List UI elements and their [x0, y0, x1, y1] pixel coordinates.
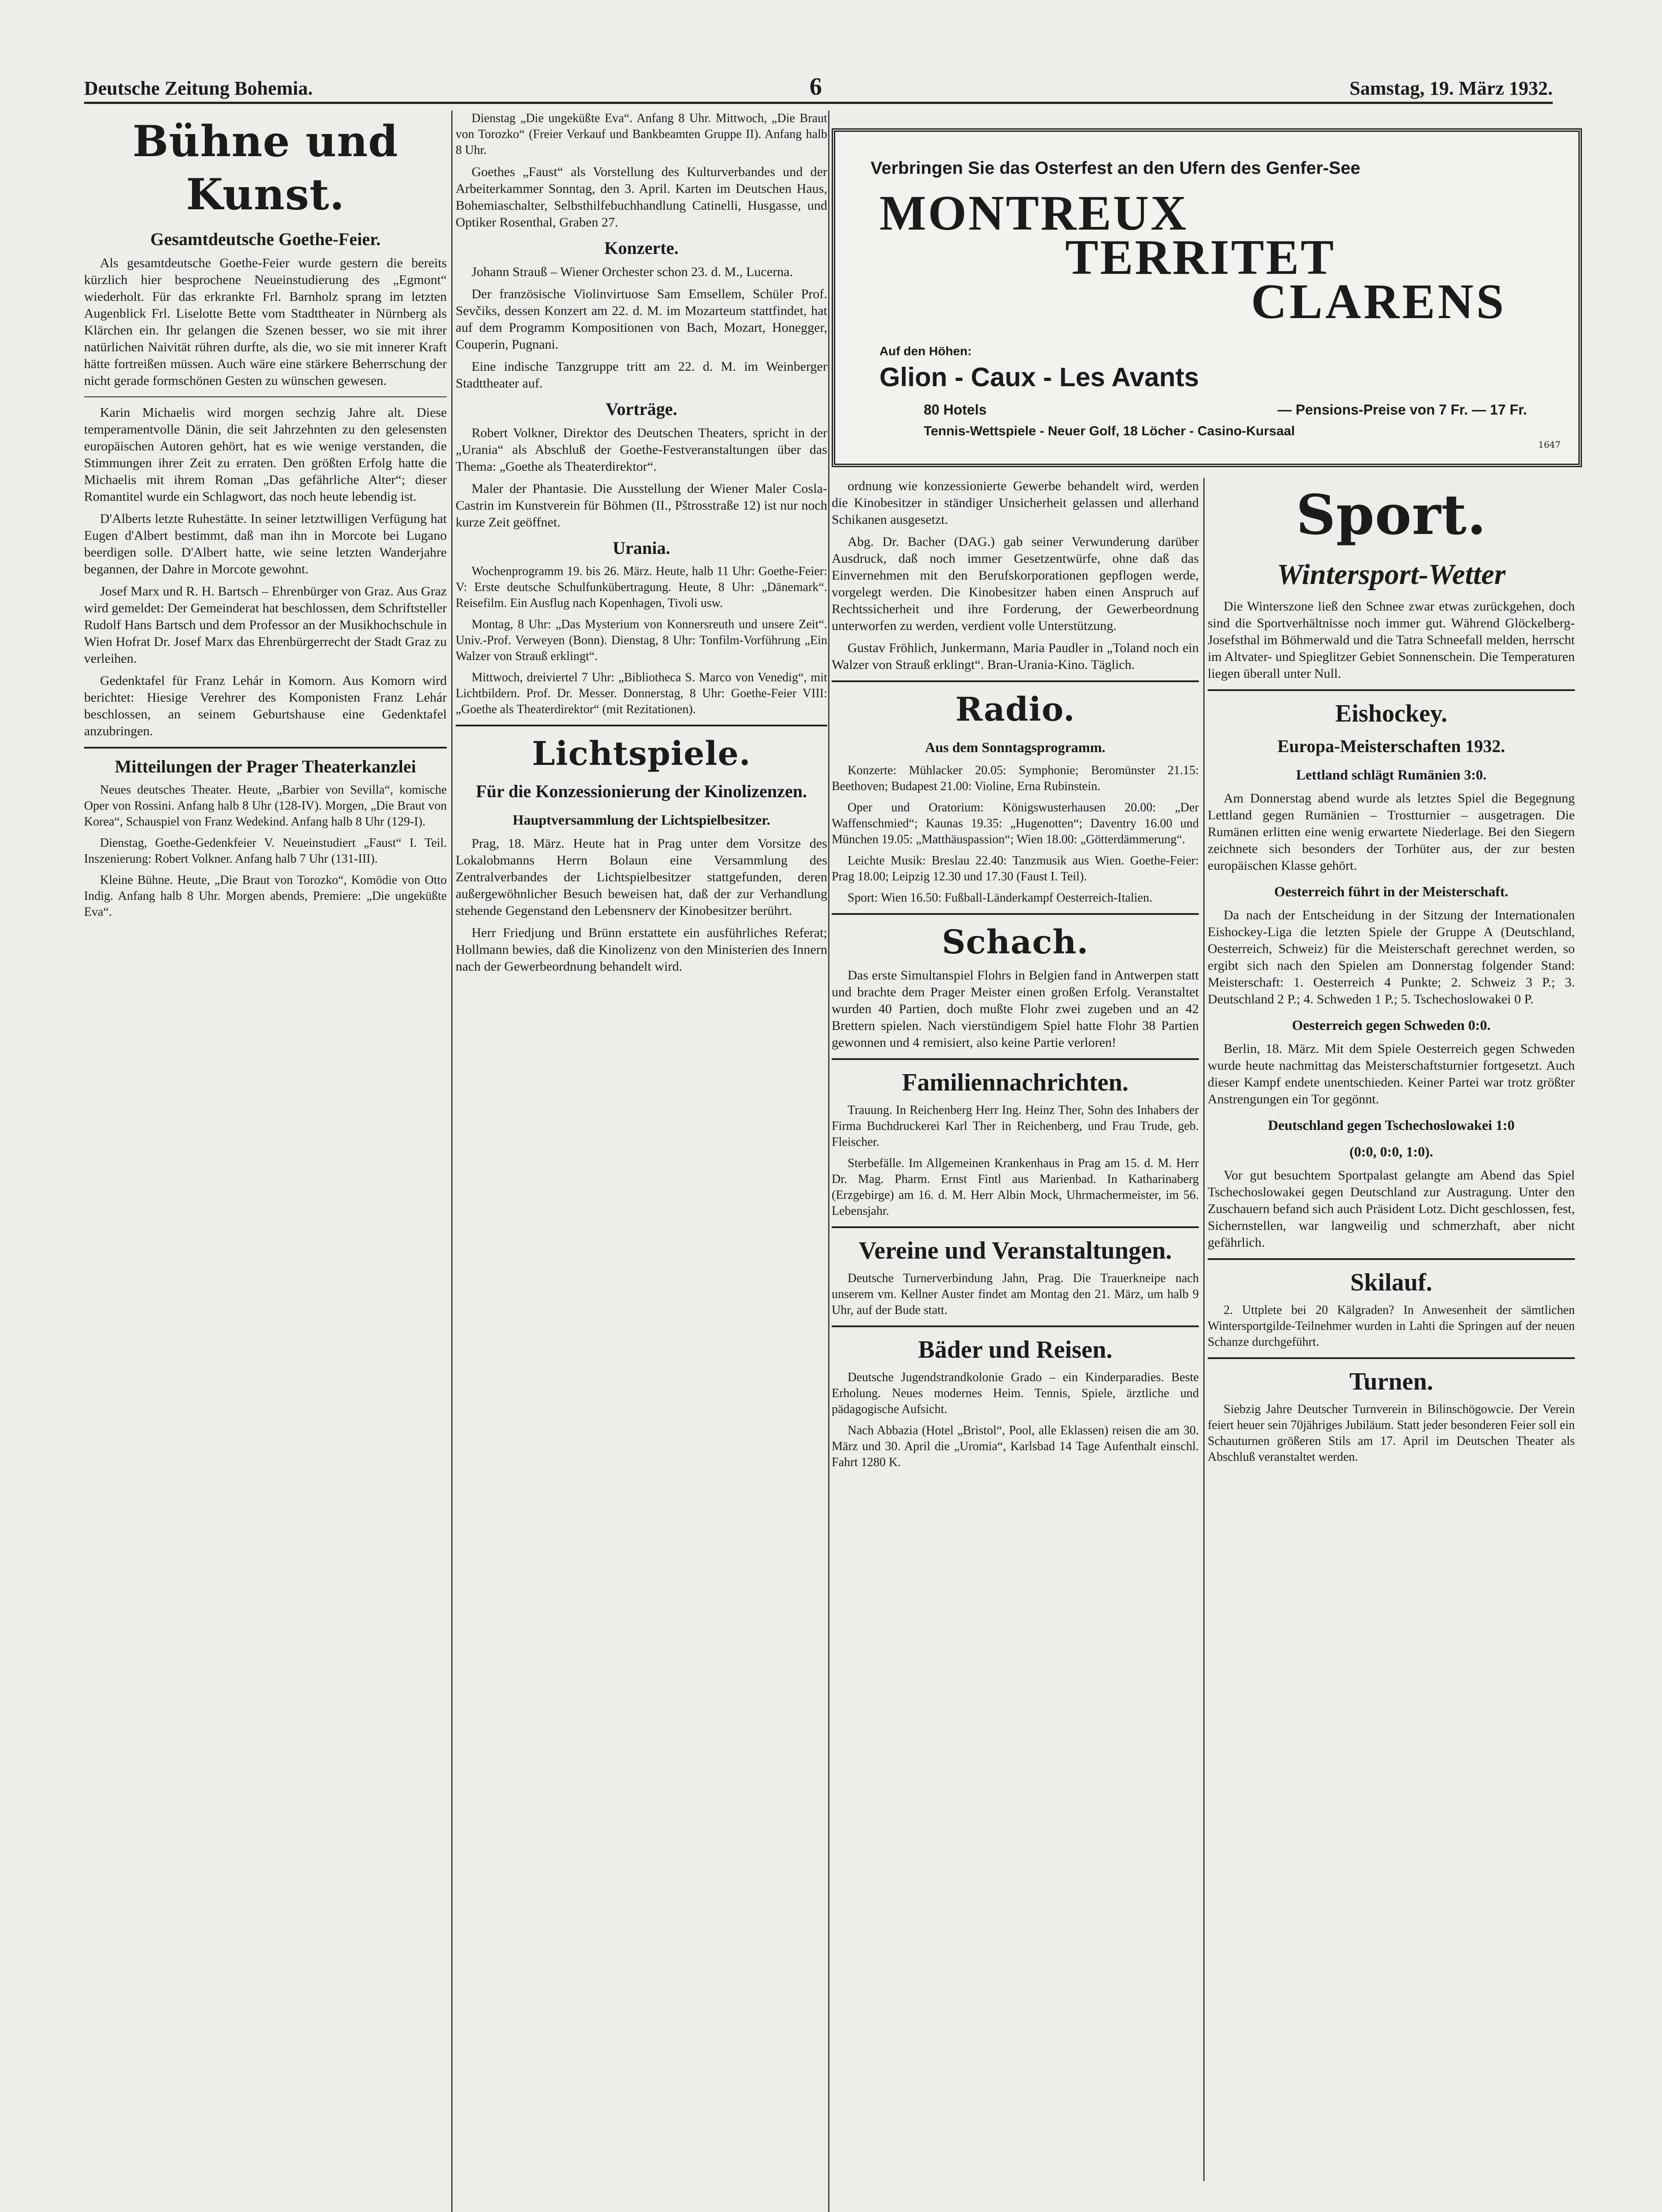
divider	[456, 725, 827, 726]
page-number: 6	[810, 73, 822, 100]
article-paragraph: ordnung wie konzessionierte Gewerbe behandelt wird, werden die Kinobesitzer in ständiger Unsicherheit gelassen und allerhand Schikanen ausgesetzt.	[832, 479, 1199, 527]
section-heading-konzerte: Konzerte.	[604, 238, 679, 258]
article-paragraph: Siebzig Jahre Deutscher Turnverein in Bilinschögowcie. Der Verein feiert heuer sein 70jähriges Jubiläum. Statt jeder besonderen Feier soll ein Schauturnen größeren Stils am 17. April im Deutschen Theater als Abschluß veranstaltet werden.	[1208, 1402, 1575, 1464]
article-paragraph: Der französische Violinvirtuose Sam Emsellem, Schüler Prof. Sevčiks, dessen Konzert am 22. d. M. im Mozarteum stattfindet, hat auf dem Programm Kompositionen von Bach, Mozart, Honegger, Couperin, Pugnani.	[456, 287, 827, 352]
article-paragraph: Prag, 18. März. Heute hat in Prag unter dem Vorsitze des Lokalobmanns Herrn Bolaun eine Versammlung des Zentralverbandes der Lichtspielbesitzer stattgefunden, deren außergewöhnlicher Besuch beweisen hat, daß der zur Verhandlung stehende Gegenstand den Lebensnerv der Kinobesitzer berührt.	[456, 836, 827, 918]
article-subheadline: Hauptversammlung der Lichtspielbesitzer.	[512, 812, 771, 828]
article-subheadline: Aus dem Sonntagsprogramm.	[925, 739, 1105, 755]
column-divider	[1203, 478, 1205, 2181]
article-paragraph: Berlin, 18. März. Mit dem Spiele Oesterreich gegen Schweden wurde heute nachmittag das Meisterschaftsturnier fortgesetzt. Auch dieser Kampf endete unentschieden. Keiner Partei war trotz größter Anstrengungen ein Tor gegönnt.	[1208, 1041, 1575, 1106]
article-headline: Mitteilungen der Prager Theaterkanzlei	[115, 757, 416, 776]
ad-tennis: Tennis-Wettspiele - Neuer Golf, 18 Löcher - Casino-Kursaal	[924, 424, 1295, 438]
article-paragraph: Herr Friedjung und Brünn erstattete ein ausführliches Referat; Hollmann bewies, daß die Kinolizenz von den Ministerien des Innern nach der Gewerbeordnung behandelt wird.	[456, 926, 827, 974]
article-subheadline: Oesterreich gegen Schweden 0:0.	[1292, 1017, 1491, 1033]
article-headline: Gesamtdeutsche Goethe-Feier.	[150, 229, 381, 249]
divider	[84, 747, 447, 749]
article-paragraph: Trauung. In Reichenberg Herr Ing. Heinz Ther, Sohn des Inhabers der Firma Buchdruckerei Karl Ther in Reichenberg, und Frau Trude, geb. Fleischer.	[832, 1103, 1199, 1149]
article-paragraph: D'Alberts letzte Ruhestätte. In seiner letztwilligen Verfügung hat Eugen d'Albert bestimmt, daß man ihn in Morcote bei Lugano beerdigen solle. D'Albert hatte, wie seine letzten Wanderjahre begannen, der Dahre in Morcote gewohnt.	[84, 511, 447, 576]
ad-glion-caux: Glion - Caux - Les Avants	[879, 362, 1199, 392]
article-paragraph: Vor gut besuchtem Sportpalast gelangte am Abend das Spiel Tschechoslowakei gegen Deutschland zur Austragung. Unter den Zuschauern befand sich auch Präsident Lotz. Dicht geschlossen, fest, Sichernstellen, war langweilig und schmerzhaft, aber nicht gefährlich.	[1208, 1168, 1575, 1250]
ad-hoehen-label: Auf den Höhen:	[879, 344, 972, 358]
divider	[832, 680, 1199, 682]
article-paragraph: Als gesamtdeutsche Goethe-Feier wurde gestern die bereits kürzlich hier besprochene Neueinstudierung des „Egmont“ wiederholt. Für das erkrankte Frl. Barnholz sprang im letzten Augenblick Frl. Liselotte Bette vom Stadttheater in Nürnberg als Klärchen ein. Ihr gelangen die Szenen besser, wo sie mit ihrer natürlichen Naivität rühren durfte, als die, wo sie mit innerer Kraft hätte fortreißen müssen. Auch wäre eine stärkere Beherrschung der nicht gerade formschönen Gesten zu wünschen gewesen.	[84, 256, 447, 388]
article-paragraph: Wochenprogramm 19. bis 26. März. Heute, halb 11 Uhr: Goethe-Feier: V: Erste deutsche Schulfunkübertragung. Heute, 8 Uhr: „Dänemark“. Reisefilm. Ein Ausflug nach Kopenhagen, Tivoli usw.	[456, 565, 827, 610]
article-paragraph: Josef Marx und R. H. Bartsch – Ehrenbürger von Graz. Aus Graz wird gemeldet: Der Gemeinderat hat beschlossen, dem Schriftsteller Rudolf Hans Bartsch und dem Professor an der Musikhochschule in Wien Hofrat Dr. Josef Marx das Ehrenbürgerrecht der Stadt Graz zu verleihen.	[84, 584, 447, 666]
article-subheadline: Deutschland gegen Tschechoslowakei 1:0	[1268, 1117, 1515, 1133]
ad-territet: TERRITET	[1065, 230, 1336, 285]
ad-preise: — Pensions-Preise von 7 Fr. — 17 Fr.	[1278, 402, 1527, 418]
article-headline: Für die Konzessionierung der Kinolizenzen.	[476, 781, 807, 801]
column-3	[832, 478, 1199, 2181]
article-paragraph: Deutsche Jugendstrandkolonie Grado – ein Kinderparadies. Beste Erholung. Neues modernes Heim. Tennis, Spiele, ärztliche und pädagogische Aufsicht.	[832, 1371, 1199, 1416]
section-heading-urania: Urania.	[613, 538, 670, 558]
section-heading-vortraege: Vorträge.	[606, 399, 677, 419]
article-headline: Europa-Meisterschaften 1932.	[1277, 736, 1505, 756]
article-paragraph: Karin Michaelis wird morgen sechzig Jahre alt. Diese temperamentvolle Dänin, die seit Jahrzehnten zu den gelesensten europäischen Autoren gehört, hat es wie wenige verstanden, die Stimmungen ihrer Zeit zu erraten. Den größten Erfolg hatte die Michaelis mit ihrem Roman „Das gefährliche Alter“; dieser Romantitel wurde ein Schlagwort, das noch heute lebendig ist.	[84, 405, 447, 504]
divider	[1208, 689, 1575, 691]
column-divider	[828, 111, 829, 2212]
section-title-radio: Radio.	[955, 691, 1075, 729]
ad-clarens: CLARENS	[1251, 274, 1507, 329]
article-paragraph: Johann Strauß – Wiener Orchester schon 23. d. M., Lucerna.	[472, 265, 793, 279]
ad-hotels: 80 Hotels	[924, 402, 987, 418]
divider	[1208, 1357, 1575, 1359]
article-paragraph: Oper und Oratorium: Königswusterhausen 20.00: „Der Waffenschmied“; Kaunas 19.35: „Hugenotten“; Daventry 16.00 und München 19.05: „Matthäuspassion“; Wien 18.00: „Götterdämmerung“.	[832, 801, 1199, 846]
article-paragraph: Deutsche Turnerverbindung Jahn, Prag. Die Trauerkneipe nach unserem vm. Kellner Auster findet am Montag den 21. März, um halb 9 Uhr, auf der Bude statt.	[832, 1271, 1199, 1317]
section-title-sport: Sport.	[1296, 483, 1487, 547]
column-4-sport	[1208, 478, 1575, 2181]
article-paragraph: Sport: Wien 16.50: Fußball-Länderkampf Oesterreich-Italien.	[848, 891, 1152, 905]
section-title-baeder: Bäder und Reisen.	[918, 1336, 1113, 1363]
section-title-schach: Schach.	[942, 923, 1089, 961]
divider	[832, 1226, 1199, 1228]
divider	[1208, 1258, 1575, 1260]
page-header	[84, 71, 1553, 104]
article-paragraph: Dienstag, Goethe-Gedenkfeier V. Neueinstudiert „Faust“ I. Teil. Inszenierung: Robert Volkner. Anfang halb 7 Uhr (131-III).	[84, 836, 447, 866]
ad-montreux: MONTREUX	[879, 186, 1188, 241]
article-paragraph: Gedenktafel für Franz Lehár in Komorn. Aus Komorn wird berichtet: Hiesige Verehrer des Komponisten Franz Lehár beschlossen, an seinem Geburtshause eine Gedenktafel anzubringen.	[84, 673, 447, 738]
section-title-lichtspiele: Lichtspiele.	[532, 735, 751, 773]
article-paragraph: Dienstag „Die ungeküßte Eva“. Anfang 8 Uhr. Mittwoch, „Die Braut von Torozko“ (Freier Verkauf und Bankbeamten Gruppe II). Anfang halb 8 Uhr.	[456, 111, 827, 157]
column-divider	[451, 111, 453, 2212]
column-1	[84, 111, 447, 2212]
article-paragraph: Neues deutsches Theater. Heute, „Barbier von Sevilla“, komische Oper von Rossini. Anfang halb 8 Uhr (128-IV). Morgen, „Die Braut von Korea“, Schauspiel von Franz Wedekind. Anfang halb 8 Uhr (129-I).	[84, 783, 447, 829]
article-paragraph: Maler der Phantasie. Die Ausstellung der Wiener Maler Cosla-Castrin im Kunstverein für Böhmen (II., Pštrosstraße 12) ist nur noch kurze Zeit geöffnet.	[456, 481, 827, 530]
article-paragraph: Konzerte: Mühlacker 20.05: Symphonie; Beromünster 21.15: Beethoven; Budapest 21.00: Violine, Erna Rubinstein.	[832, 764, 1199, 793]
section-title-familie: Familiennachrichten.	[902, 1069, 1128, 1096]
article-paragraph: Robert Volkner, Direktor des Deutschen Theaters, spricht in der „Urania“ als Abschluß der Goethe-Festveranstaltungen über das Thema: „Goethe als Theaterdirektor“.	[456, 426, 827, 474]
divider	[84, 396, 447, 397]
article-paragraph: Mittwoch, dreiviertel 7 Uhr: „Bibliotheca S. Marco von Venedig“, mit Lichtbildern. Prof. Dr. Messer. Donnerstag, 8 Uhr: Goethe-Feier VIII: „Goethe als Theaterdirektor“ (mit Rezitationen).	[456, 671, 827, 716]
article-paragraph: Leichte Musik: Breslau 22.40: Tanzmusik aus Wien. Goethe-Feier: Prag 18.00; Leipzig 12.30 und 17.30 (Faust I. Teil).	[832, 854, 1199, 883]
section-title-wintersport: Wintersport-Wetter	[1277, 558, 1506, 591]
issue-date: Samstag, 19. März 1932.	[1349, 77, 1553, 99]
ad-tagline: Verbringen Sie das Osterfest an den Ufern des Genfer-See	[871, 158, 1361, 178]
section-title-turnen: Turnen.	[1349, 1368, 1433, 1395]
divider	[832, 1058, 1199, 1060]
article-paragraph: 2. Uttplete bei 20 Kälgraden? In Anwesenheit der sämtlichen Wintersportgilde-Teilnehmer wurden in Lahti die Springen auf der neuen Schanze durchgeführt.	[1208, 1303, 1575, 1349]
article-paragraph: Montag, 8 Uhr: „Das Mysterium von Konnersreuth und unsere Zeit“. Univ.-Prof. Verweyen (Bonn). Dienstag, 8 Uhr: Tonfilm-Vorführung „Ein Walzer von Strauß erklingt“.	[456, 618, 827, 663]
article-paragraph: Nach Abbazia (Hotel „Bristol“, Pool, alle Eklassen) reisen die am 30. März und 30. April die „Uromia“, Karlsbad 14 Tage Aufenthalt einschl. Fahrt 1280 K.	[832, 1424, 1199, 1469]
article-paragraph: Abg. Dr. Bacher (DAG.) gab seiner Verwunderung darüber Ausdruck, daß noch immer Gesetzentwürfe, ohne daß das Einvernehmen mit den Berufskorporationen gepflogen werde, vorgelegt werden. Die Kinobesitzer haben einen Anspruch auf Rechtssicherheit und ihre Forderung, der Gewerbeordnung unterworfen zu werden, verdient volle Unterstützung.	[832, 534, 1199, 633]
section-title-buehne-kunst: Bühne und Kunst.	[132, 116, 399, 219]
article-paragraph: Gustav Fröhlich, Junkermann, Maria Paudler in „Toland noch ein Walzer von Strauß erklingt“. Bran-Urania-Kino. Täglich.	[832, 641, 1199, 672]
article-subheadline-score: (0:0, 0:0, 1:0).	[1349, 1144, 1433, 1160]
article-subheadline: Lettland schlägt Rumänien 3:0.	[1296, 767, 1487, 783]
article-paragraph: Eine indische Tanzgruppe tritt am 22. d. M. im Weinberger Stadttheater auf.	[456, 359, 827, 391]
article-paragraph: Die Winterszone ließ den Schnee zwar etwas zurückgehen, doch sind die Sportverhältnisse noch immer gut. Während Glöckelberg-Josefsthal im Böhmerwald und die Tatra Schneefall melden, herrscht im Altvater- und Spieglitzer Gebiet Sonnenschein. Die Temperaturen liegen überall unter Null.	[1208, 599, 1575, 681]
column-2	[456, 111, 827, 2212]
article-paragraph: Das erste Simultanspiel Flohrs in Belgien fand in Antwerpen statt und brachte dem Prager Meister einen großen Erfolg. Veranstaltet wurden 40 Partien, doch mußte Flohr zwei zugeben und an 42 Brettern spielen. Nach vierstündigem Spiel hatte Flohr 38 Partien gewonnen und 4 remisiert, also keine Partie verloren!	[832, 968, 1199, 1050]
divider	[832, 1325, 1199, 1327]
article-paragraph: Sterbefälle. Im Allgemeinen Krankenhaus in Prag am 15. d. M. Herr Dr. Mag. Pharm. Ernst Fintl aus Marienbad. In Katharinaberg (Erzgebirge) am 16. d. M. Herr Albin Mock, Uhrmachermeister, im 56. Lebensjahr.	[832, 1156, 1199, 1218]
article-paragraph: Kleine Bühne. Heute, „Die Braut von Torozko“, Komödie von Otto Indig. Anfang halb 8 Uhr. Morgen abends, Premiere: „Die ungeküßte Eva“.	[84, 873, 447, 919]
article-paragraph: Da nach der Entscheidung in der Sitzung der Internationalen Eishockey-Liga die letzten Spiele der Gruppe A (Deutschland, Oesterreich, Schweiz) für die Meisterschaft gerechnet werden, so ergibt sich nach den Spielen am Donnerstag folgender Stand: Meisterschaft: 1. Oesterreich 4 Punkte; 2. Schweiz 3 P.; 3. Deutschland 2 P.; 4. Schweden 1 P.; 5. Tschechoslowakei 0 P.	[1208, 908, 1575, 1006]
section-title-skilauf: Skilauf.	[1350, 1269, 1432, 1296]
article-subheadline: Oesterreich führt in der Meisterschaft.	[1274, 883, 1508, 899]
article-paragraph: Goethes „Faust“ als Vorstellung des Kulturverbandes und der Arbeiterkammer Sonntag, den 3. April. Karten im Deutschen Haus, Bohemiaschalter, Selbsthilfebuchhandlung Catinelli, Husgasse, und Optiker Rosenthal, Graben 27.	[456, 165, 827, 230]
masthead-title: Deutsche Zeitung Bohemia.	[84, 77, 313, 99]
ad-number: 1647	[1538, 439, 1561, 450]
divider	[832, 913, 1199, 915]
section-title-vereine: Vereine und Veranstaltungen.	[859, 1237, 1172, 1264]
article-paragraph: Am Donnerstag abend wurde als letztes Spiel die Begegnung Lettland gegen Rumänien – Trostturnier – ausgetragen. Die Rumänen erlitten eine wenig erwartete Niederlage. Bei den Siegern zeichnete sich besonders der Torhüter aus, der zur besten europäischen Klasse gehört.	[1208, 791, 1575, 873]
section-title-eishockey: Eishockey.	[1335, 700, 1447, 727]
montreux-advertisement	[832, 128, 1582, 467]
